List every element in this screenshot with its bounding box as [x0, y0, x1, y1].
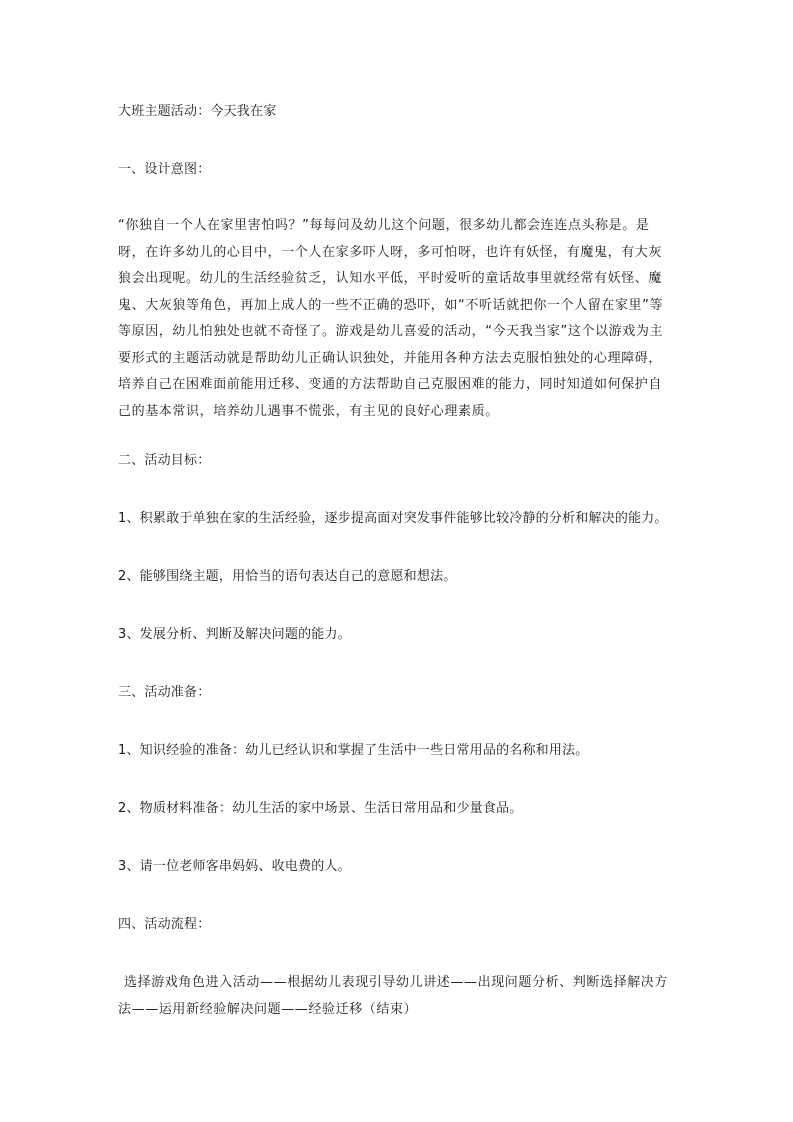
process-paragraph: 选择游戏角色进入活动——根据幼儿表现引导幼儿讲述——出现问题分析、判断选择解决方法——运用新经验解决问题——经验迁移（结束）: [118, 975, 669, 1017]
goal-item-3: 3、发展分析、判断及解决问题的能力。: [118, 627, 351, 642]
goal-item-1: 1、积累敢于单独在家的生活经验，逐步提高面对突发事件能够比较冷静的分析和解决的能力。: [118, 511, 668, 526]
section-heading-goals: 二、活动目标：: [118, 453, 211, 468]
section-heading-process: 四、活动流程：: [118, 917, 211, 932]
preparation-item-2: 2、物质材料准备：幼儿生活的家中场景、生活日常用品和少量食品。: [118, 801, 523, 816]
section-heading-design-intent: 一、设计意图：: [118, 162, 211, 177]
document-title: 大班主题活动：今天我在家: [118, 104, 277, 119]
design-intent-paragraph: “你独自一个人在家里害怕吗？”每每问及幼儿这个问题，很多幼儿都会连连点头称是。是呀，在许多幼儿的心目中，一个人在家多吓人呀，多可怕呀，也许有妖怪，有魔鬼，有大灰狼会出现呢。幼儿的生活经验贫乏，认知水平低，平时爱听的童话故事里就经常有妖怪、魔鬼、大灰狼等角色，再加上成人的一些不正确的恐吓，如“不听话就把你一个人留在家里”等等原因，幼儿怕独处也就不奇怪了。游戏是幼儿喜爱的活动，“今天我当家”这个以游戏为主要形式的主题活动就是帮助幼儿正确认识独处，并能用各种方法去克服怕独处的心理障碍，培养自己在困难面前能用迁移、变通的方法帮助自己克服困难的能力，同时知道如何保护自己的基本常识，培养幼儿遇事不慌张，有主见的良好心理素质。: [118, 218, 664, 419]
section-heading-preparation: 三、活动准备：: [118, 685, 211, 700]
preparation-item-1: 1、知识经验的准备：幼儿已经认识和掌握了生活中一些日常用品的名称和用法。: [118, 743, 589, 758]
preparation-item-3: 3、请一位老师客串妈妈、收电费的人。: [118, 859, 351, 874]
goal-item-2: 2、能够围绕主题，用恰当的语句表达自己的意愿和想法。: [118, 569, 457, 584]
